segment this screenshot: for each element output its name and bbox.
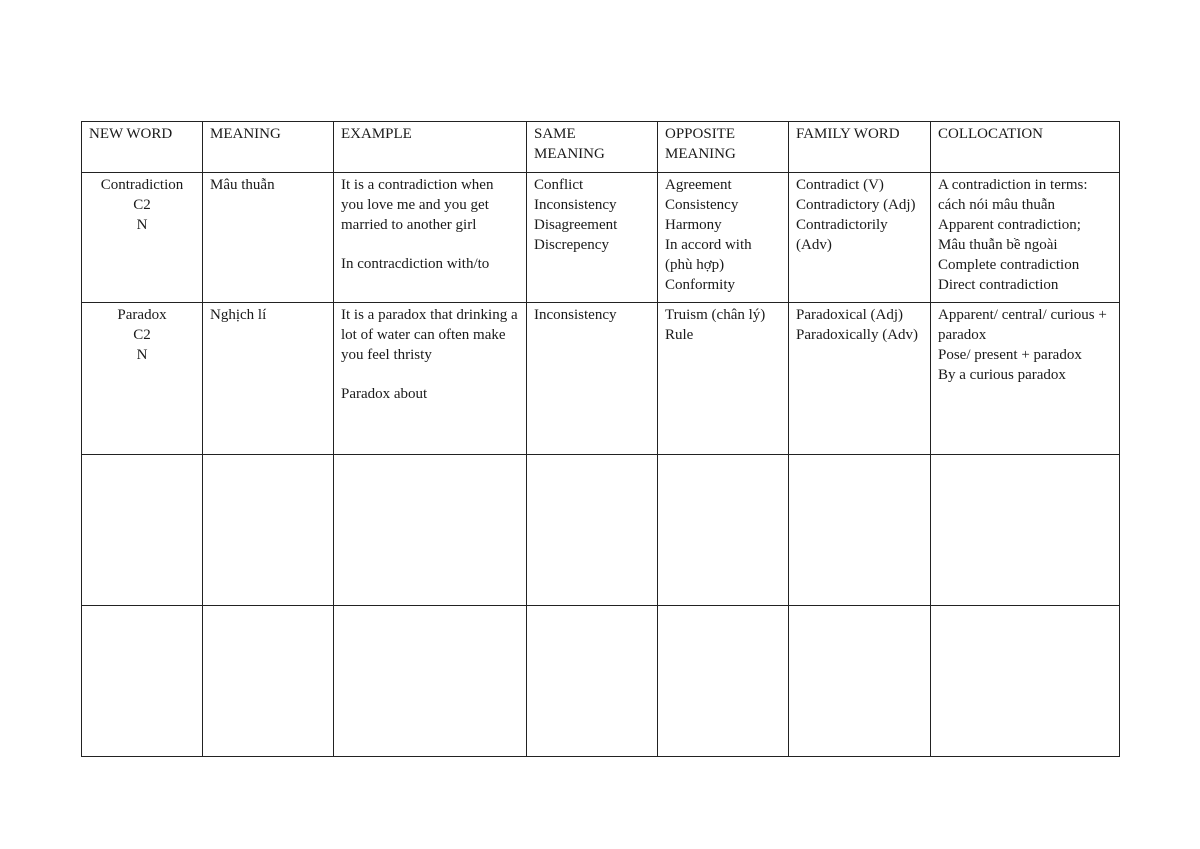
- collocation: Apparent contradiction; Mâu thuẫn bề ngoài: [938, 217, 1081, 253]
- family-word: Paradoxical (Adj): [796, 307, 904, 323]
- example-cell: [334, 303, 527, 455]
- new-word-cell: [82, 173, 203, 303]
- opposite-meaning-cell: [658, 173, 789, 303]
- antonym: In accord with (phù hợp): [665, 237, 752, 273]
- word-text: Paradox: [117, 307, 167, 323]
- antonym: Conformity: [665, 277, 735, 293]
- empty-cell: [527, 455, 658, 606]
- collocation: A contradiction in terms: cách nói mâu thuẫn: [938, 177, 1088, 213]
- example-cell: [334, 173, 527, 303]
- empty-cell: [658, 606, 789, 757]
- example-text: Paradox about: [341, 386, 428, 402]
- header-collocation: COLLOCATION: [931, 122, 1120, 173]
- header-row: [82, 122, 1120, 173]
- header-opposite-meaning: OPPOSITE MEANING: [658, 122, 789, 173]
- empty-cell: [658, 455, 789, 606]
- same-meaning-cell: [527, 173, 658, 303]
- meaning-text: Nghịch lí: [210, 307, 267, 323]
- empty-cell: [334, 455, 527, 606]
- meaning-cell: [203, 303, 334, 455]
- empty-cell: [789, 606, 931, 757]
- header-new-word: NEW WORD: [82, 122, 203, 173]
- example-text: In contracdiction with/to: [341, 256, 490, 272]
- empty-table-row: [82, 606, 1120, 757]
- antonym: Rule: [665, 327, 694, 343]
- synonym: Inconsistency: [534, 197, 617, 213]
- vocabulary-table: [81, 121, 1120, 757]
- empty-cell: [527, 606, 658, 757]
- header-meaning: MEANING: [203, 122, 334, 173]
- header-example: EXAMPLE: [334, 122, 527, 173]
- family-word-cell: [789, 303, 931, 455]
- header-same-meaning: SAME MEANING: [527, 122, 658, 173]
- antonym: Agreement: [665, 177, 732, 193]
- same-meaning-cell: [527, 303, 658, 455]
- synonym: Inconsistency: [534, 307, 617, 323]
- word-type: N: [136, 217, 148, 233]
- empty-cell: [82, 455, 203, 606]
- empty-cell: [82, 606, 203, 757]
- synonym: Conflict: [534, 177, 584, 193]
- family-word: Contradictorily (Adv): [796, 217, 888, 253]
- table-row: [82, 173, 1120, 303]
- example-text: It is a paradox that drinking a lot of water can often make you feel thristy: [341, 307, 518, 363]
- empty-cell: [203, 455, 334, 606]
- word-level: C2: [133, 197, 151, 213]
- empty-cell: [203, 606, 334, 757]
- antonym: Truism (chân lý): [665, 307, 766, 323]
- family-word-cell: [789, 173, 931, 303]
- header-family-word: FAMILY WORD: [789, 122, 931, 173]
- word-type: N: [136, 347, 148, 363]
- collocation: Pose/ present + paradox: [938, 347, 1082, 363]
- empty-table-row: [82, 455, 1120, 606]
- family-word: Paradoxically (Adv): [796, 327, 919, 343]
- antonym: Consistency: [665, 197, 739, 213]
- empty-cell: [931, 455, 1120, 606]
- meaning-cell: [203, 173, 334, 303]
- table-row: [82, 303, 1120, 455]
- collocation-cell: [931, 303, 1120, 455]
- word-level: C2: [133, 327, 151, 343]
- example-text: It is a contradiction when you love me and you get married to another girl: [341, 177, 494, 233]
- family-word: Contradict (V): [796, 177, 884, 193]
- empty-cell: [334, 606, 527, 757]
- empty-cell: [931, 606, 1120, 757]
- synonym: Disagreement: [534, 217, 618, 233]
- meaning-text: Mâu thuẫn: [210, 177, 275, 193]
- family-word: Contradictory (Adj): [796, 197, 916, 213]
- collocation: Complete contradiction: [938, 257, 1080, 273]
- collocation-cell: [931, 173, 1120, 303]
- collocation: Apparent/ central/ curious + paradox: [938, 307, 1107, 343]
- antonym: Harmony: [665, 217, 722, 233]
- empty-cell: [789, 455, 931, 606]
- opposite-meaning-cell: [658, 303, 789, 455]
- new-word-cell: [82, 303, 203, 455]
- word-text: Contradiction: [100, 177, 184, 193]
- synonym: Discrepency: [534, 237, 609, 253]
- collocation: Direct contradiction: [938, 277, 1059, 293]
- collocation: By a curious paradox: [938, 367, 1066, 383]
